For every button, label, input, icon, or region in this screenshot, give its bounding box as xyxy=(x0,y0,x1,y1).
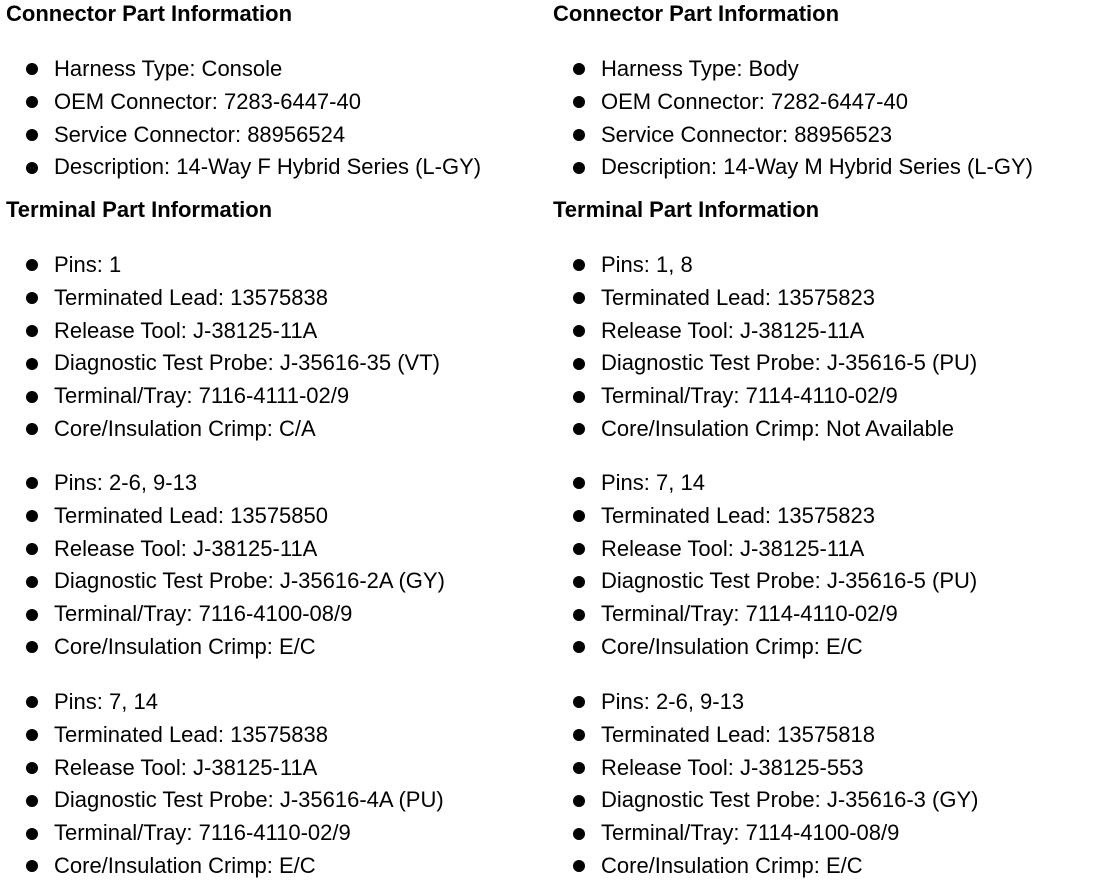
bullet-icon xyxy=(573,762,585,774)
list-item xyxy=(6,752,444,785)
terminal-group-list xyxy=(553,686,978,883)
bullet-icon xyxy=(573,325,585,337)
list-item xyxy=(6,380,440,413)
bullet-icon xyxy=(573,477,585,489)
bullet-icon xyxy=(26,63,38,75)
list-item-text: Terminal/Tray: 7116-4110-02/9 xyxy=(54,820,351,846)
list-item-text: Terminated Lead: 13575818 xyxy=(601,721,875,747)
bullet-icon xyxy=(26,543,38,555)
bullet-icon xyxy=(573,63,585,75)
list-item-text: Core/Insulation Crimp: E/C xyxy=(601,852,863,878)
list-item xyxy=(553,631,977,664)
bullet-icon xyxy=(26,762,38,774)
list-item xyxy=(553,380,977,413)
list-item-text: Pins: 7, 14 xyxy=(601,470,705,495)
bullet-icon xyxy=(26,423,38,435)
list-item-text: Diagnostic Test Probe: J-35616-35 (VT) xyxy=(54,350,440,376)
list-item-text: Terminated Lead: 13575838 xyxy=(54,721,328,747)
bullet-icon xyxy=(573,162,585,174)
list-item xyxy=(6,686,444,719)
list-item-text: Harness Type: Body xyxy=(601,56,799,81)
bullet-icon xyxy=(573,795,585,807)
bullet-icon xyxy=(26,641,38,653)
bullet-icon xyxy=(26,292,38,304)
list-item xyxy=(553,752,978,785)
list-item-text: Terminated Lead: 13575823 xyxy=(601,502,875,528)
list-item xyxy=(6,631,445,664)
list-item-text: Harness Type: Console xyxy=(54,56,283,81)
list-item-text: Core/Insulation Crimp: E/C xyxy=(54,633,316,659)
bullet-icon xyxy=(26,96,38,108)
list-item-text: Terminal/Tray: 7116-4100-08/9 xyxy=(54,601,353,627)
list-item-text: Pins: 2-6, 9-13 xyxy=(601,689,745,714)
terminal-group-list xyxy=(6,467,445,664)
list-item-text: Pins: 1, 8 xyxy=(601,252,693,277)
list-item-text: Release Tool: J-38125-11A xyxy=(54,754,318,780)
list-item xyxy=(6,413,440,446)
list-item xyxy=(553,467,977,500)
list-item xyxy=(6,850,444,883)
list-item-text: Core/Insulation Crimp: Not Available xyxy=(601,415,954,441)
list-item-text: Diagnostic Test Probe: J-35616-5 (PU) xyxy=(601,350,978,376)
list-item-text: Pins: 2-6, 9-13 xyxy=(54,470,198,495)
list-item xyxy=(553,86,1033,119)
list-item xyxy=(6,347,440,380)
bullet-icon xyxy=(26,609,38,621)
terminal-group-list xyxy=(6,249,440,446)
list-item xyxy=(553,413,977,446)
terminal-group-list xyxy=(553,249,977,446)
bullet-icon xyxy=(573,129,585,141)
list-item-text: Service Connector: 88956523 xyxy=(601,121,893,147)
list-item xyxy=(6,533,445,566)
list-item-text: Pins: 7, 14 xyxy=(54,689,158,714)
list-item-text: OEM Connector: 7283-6447-40 xyxy=(54,88,361,114)
list-item xyxy=(553,282,977,315)
list-item xyxy=(6,86,481,119)
bullet-icon xyxy=(573,96,585,108)
list-item-text: Terminated Lead: 13575823 xyxy=(601,284,875,310)
list-item-text: Terminated Lead: 13575850 xyxy=(54,502,328,528)
bullet-icon xyxy=(26,259,38,271)
list-item xyxy=(553,686,978,719)
list-item-text: Description: 14-Way M Hybrid Series (L-GY) xyxy=(601,154,1033,180)
list-item-text: Release Tool: J-38125-11A xyxy=(601,317,865,343)
bullet-icon xyxy=(573,609,585,621)
list-item-text: OEM Connector: 7282-6447-40 xyxy=(601,88,908,114)
bullet-icon xyxy=(573,510,585,522)
bullet-icon xyxy=(573,729,585,741)
bullet-icon xyxy=(26,795,38,807)
terminal-part-heading: Terminal Part Information xyxy=(553,197,820,222)
list-item xyxy=(553,719,978,752)
list-item-text: Terminated Lead: 13575838 xyxy=(54,284,328,310)
bullet-icon xyxy=(26,477,38,489)
list-item xyxy=(553,598,977,631)
bullet-icon xyxy=(26,576,38,588)
bullet-icon xyxy=(573,543,585,555)
bullet-icon xyxy=(26,696,38,708)
bullet-icon xyxy=(573,576,585,588)
list-item-text: Release Tool: J-38125-11A xyxy=(54,317,318,343)
list-item xyxy=(553,817,978,850)
list-item-text: Service Connector: 88956524 xyxy=(54,121,346,147)
list-item-text: Terminal/Tray: 7114-4110-02/9 xyxy=(601,601,898,627)
list-item xyxy=(6,817,444,850)
bullet-icon xyxy=(573,860,585,872)
bullet-icon xyxy=(573,259,585,271)
connector-part-heading: Connector Part Information xyxy=(553,1,840,26)
list-item-text: Release Tool: J-38125-11A xyxy=(601,535,865,561)
list-item xyxy=(6,784,444,817)
list-item-text: Core/Insulation Crimp: C/A xyxy=(54,415,316,441)
list-item xyxy=(6,249,440,282)
connector-info-list xyxy=(6,53,481,184)
bullet-icon xyxy=(573,828,585,840)
bullet-icon xyxy=(26,325,38,337)
list-item-text: Terminal/Tray: 7114-4100-08/9 xyxy=(601,820,900,846)
list-item-text: Core/Insulation Crimp: E/C xyxy=(54,852,316,878)
list-item xyxy=(553,500,977,533)
list-item-text: Description: 14-Way F Hybrid Series (L-GY) xyxy=(54,154,482,180)
list-item-text: Diagnostic Test Probe: J-35616-2A (GY) xyxy=(54,568,445,594)
bullet-icon xyxy=(26,828,38,840)
bullet-icon xyxy=(26,860,38,872)
bullet-icon xyxy=(573,696,585,708)
list-item xyxy=(6,598,445,631)
list-item-text: Terminal/Tray: 7114-4110-02/9 xyxy=(601,383,898,409)
list-item-text: Pins: 1 xyxy=(54,252,122,277)
connector-part-heading: Connector Part Information xyxy=(6,1,293,26)
list-item xyxy=(6,565,445,598)
terminal-group-list xyxy=(6,686,444,883)
bullet-icon xyxy=(573,391,585,403)
list-item xyxy=(6,500,445,533)
bullet-icon xyxy=(573,641,585,653)
list-item-text: Terminal/Tray: 7116-4111-02/9 xyxy=(54,383,350,409)
list-item xyxy=(553,151,1033,184)
list-item xyxy=(553,533,977,566)
list-item xyxy=(553,119,1033,152)
list-item xyxy=(6,719,444,752)
list-item-text: Release Tool: J-38125-553 xyxy=(601,754,864,780)
bullet-icon xyxy=(573,358,585,370)
bullet-icon xyxy=(573,423,585,435)
list-item xyxy=(553,249,977,282)
list-item xyxy=(553,347,977,380)
list-item-text: Core/Insulation Crimp: E/C xyxy=(601,633,863,659)
connector-info-list xyxy=(553,53,1033,184)
list-item xyxy=(553,784,978,817)
list-item xyxy=(553,565,977,598)
bullet-icon xyxy=(26,391,38,403)
terminal-part-heading: Terminal Part Information xyxy=(6,197,273,222)
bullet-icon xyxy=(26,358,38,370)
list-item xyxy=(6,467,445,500)
list-item xyxy=(553,315,977,348)
bullet-icon xyxy=(573,292,585,304)
list-item-text: Diagnostic Test Probe: J-35616-4A (PU) xyxy=(54,787,444,813)
list-item xyxy=(6,282,440,315)
list-item-text: Diagnostic Test Probe: J-35616-5 (PU) xyxy=(601,568,978,594)
terminal-group-list xyxy=(553,467,977,664)
list-item xyxy=(553,850,978,883)
bullet-icon xyxy=(26,729,38,741)
list-item xyxy=(553,53,1033,86)
list-item-text: Diagnostic Test Probe: J-35616-3 (GY) xyxy=(601,787,979,813)
list-item-text: Release Tool: J-38125-11A xyxy=(54,535,318,561)
list-item xyxy=(6,151,481,184)
list-item xyxy=(6,315,440,348)
list-item xyxy=(6,119,481,152)
list-item xyxy=(6,53,481,86)
bullet-icon xyxy=(26,510,38,522)
bullet-icon xyxy=(26,162,38,174)
bullet-icon xyxy=(26,129,38,141)
